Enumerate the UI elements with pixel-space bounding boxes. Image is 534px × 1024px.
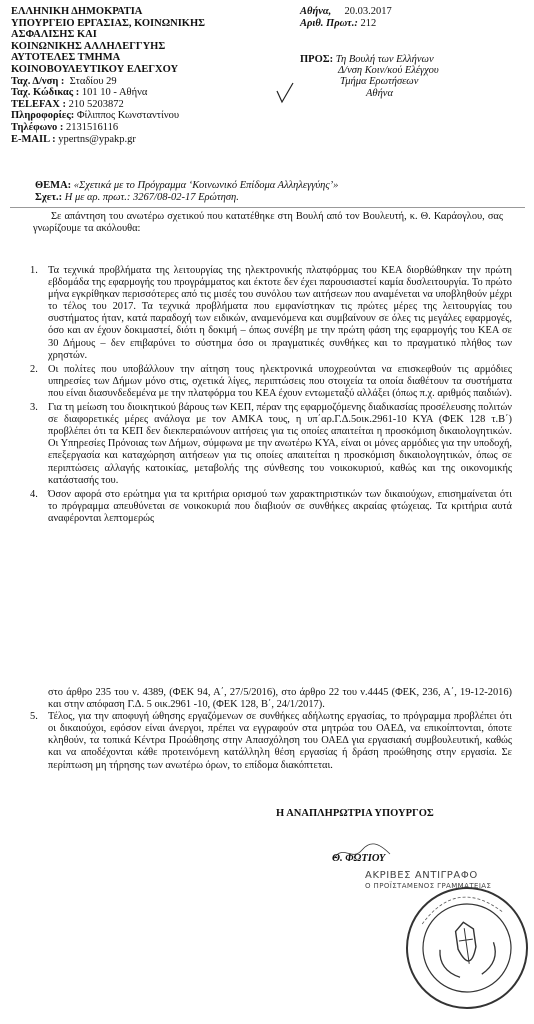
continuation-text: στο άρθρο 235 του ν. 4389, (ΦΕΚ 94, Α΄, 27/5/2016), στο άρθρο 22 του ν.4445 (ΦΕΚ, 236, Α΄, 19-12-2016) και στην απόφαση Γ.Δ. 5 οικ.2961 -10, (ΦΕΚ 128, Β΄, 24/1/2017).	[48, 687, 512, 711]
reference-label: Σχετ.:	[35, 192, 63, 203]
fax-line	[11, 99, 276, 111]
recipient-line: Τμήμα Ερωτήσεων	[340, 76, 419, 88]
info-value: Φίλιππος Κωνσταντίνου	[76, 110, 180, 122]
postcode-value: 101 10 - Αθήνα	[81, 87, 148, 99]
subject-value: «Σχετικά με το Πρόγραμμα ‘Κοινωνικό Επίδομα Αλληλεγγύης’»	[73, 180, 339, 191]
item-text: Τέλος, για την αποφυγή ώθησης εργαζόμενων σε συνθήκες αδήλωτης εργασίας, το πρόγραμμα προβλέπει ότι οι δικαιούχοι, εφόσον είναι άνεργοι, πρέπει να εγγραφούν στα μητρώα του ΟΑΕΔ, να επικοίπτονται, όποτε κληθούν, τα τοπικά Κέντρα Προώθησης στην Απασχόληση του ΟΑΕΔ για εργασιακή συμβουλευτική, καθώς και να αποδέχονται κάθε προτεινόμενη κατάλληλη θέση εργασίας ή δράση προώθησης στην εργασία. Σε περίπτωση μη τήρησης των ανωτέρω όρων, το επίδομα διακόπτεται.	[48, 711, 512, 771]
list-item	[30, 265, 512, 362]
phone-line	[11, 122, 276, 134]
recipient-line: Αθήνα	[366, 87, 393, 99]
continuation-block	[30, 687, 512, 774]
stamp-line: ΑΚΡΙΒΕΣ ΑΝΤΙΓΡΑΦΟ	[365, 870, 478, 881]
recipient-line: Δ/νση Κοιν/κού Ελέγχου	[338, 65, 439, 77]
protocol-label: Αριθ. Πρωτ.:	[300, 17, 358, 29]
email-label: E-MAIL :	[11, 133, 56, 145]
signatory-role: Η ΑΝΑΠΛΗΡΩΤΡΙΑ ΥΠΟΥΡΓΟΣ	[276, 808, 434, 819]
postcode-line	[11, 87, 276, 99]
item-text: Για τη μείωση του διοικητικού βάρους των ΚΕΠ, πέραν της εφαρμοζόμενης διαδικασίας προσέλευσης πολιτών σε διαφορετικές μέρες ανάλογα με τον ΑΜΚΑ τους, η υπ΄αρ.Γ.Δ.5οικ.2961-10 ΚΥΑ (ΦΕΚ 128 τ.Β΄) προβλέπει ότι τα ΚΕΠ δεν διεκπεραιώνουν αιτήσεις για τις οποίες απαιτείται η προσκόμιση δικαιολογητικών. Οι Υπηρεσίες Πρόνοιας των Δήμων, σύμφωνα με την ανωτέρω ΚΥΑ, είναι οι μόνες αρμόδιες για την υποδοχή, επεξεργασία και καταχώρηση αιτήσεων για τις οποίες απαιτείται η προσκόμιση δικαιολογητικών, όπως σε περιπτώσεις αλλαγής κατοικίας, μεταβολής της σύνθεσης του νοικοκυριού, καθώς και της οικονομικής κατάστασής του.	[48, 402, 512, 486]
phone-label: Τηλέφωνο :	[11, 121, 64, 133]
subject-line	[35, 180, 338, 192]
place-label: Αθήνα,	[300, 6, 332, 17]
intro-paragraph: Σε απάντηση του ανωτέρω σχετικού που κατατέθηκε στη Βουλή από τον Βουλευτή, κ. Θ. Καράογλου, σας γνωρίζουμε τα ακόλουθα:	[33, 211, 503, 235]
address-value: Σταδίου 29	[69, 75, 117, 87]
numbered-list	[30, 265, 512, 527]
item-number: 4.	[30, 488, 38, 500]
address-label: Ταχ. Δ/νση :	[11, 75, 65, 87]
official-seal	[400, 878, 534, 1018]
header-line: ΕΛΛΗΝΙΚΗ ΔΗΜΟΚΡΑΤΙΑ	[11, 6, 143, 17]
sender-header	[11, 6, 276, 145]
checkmark-icon	[276, 82, 294, 104]
email-value: ypertns@ypakp.gr	[58, 133, 136, 145]
info-label: Πληροφορίες:	[11, 110, 75, 122]
header-line: ΑΥΤΟΤΕΛΕΣ ΤΜΗΜΑ	[11, 52, 121, 64]
header-line: ΑΣΦΑΛΙΣΗΣ ΚΑΙ	[11, 29, 97, 41]
list-item	[30, 402, 512, 487]
fax-label: TELEFAX :	[11, 98, 66, 110]
recipient-label: ΠΡΟΣ:	[300, 54, 334, 65]
date-line	[300, 6, 392, 18]
postcode-label: Ταχ. Κώδικας :	[11, 87, 80, 99]
subject-block	[35, 180, 338, 204]
item-text: Όσον αφορά στο ερώτημα για τα κριτήρια ορισμού των χαρακτηριστικών των δικαιούχων, επισημαίνεται ότι το πρόγραμμα απευθύνεται σε νοικοκυριά που διαβιούν σε συνθήκες ακραίας φτώχειας. Τα κριτήρια αυτά αναφέρονται λεπτομερώς	[48, 488, 512, 524]
info-line	[11, 110, 276, 122]
protocol-line	[300, 18, 392, 30]
fax-value: 210 5203872	[68, 98, 124, 110]
phone-value: 2131516116	[65, 121, 119, 133]
stamp-line: Ο ΠΡΟΪΣΤΑΜΕΝΟΣ ΓΡΑΜΜΑΤΕΙΑΣ	[365, 882, 492, 890]
list-item	[30, 364, 512, 400]
header-line: ΚΟΙΝΩΝΙΚΗΣ ΑΛΛΗΛΕΓΓΥΗΣ	[11, 40, 166, 52]
header-line: ΚΟΙΝΟΒΟΥΛΕΥΤΙΚΟΥ ΕΛΕΓΧΟΥ	[11, 63, 179, 75]
reference-value: Η με αρ. πρωτ.: 3267/08-02-17 Ερώτηση.	[64, 192, 239, 203]
subject-label: ΘΕΜΑ:	[35, 180, 72, 191]
list-item	[30, 489, 512, 525]
item-text: Οι πολίτες που υποβάλλουν την αίτηση τους ηλεκτρονικά υποχρεούνται να επισκεφθούν τις αρμόδιες υπηρεσίες των Δήμων μόνο στις, σχετικά λίγες, περιπτώσεις που στοιχεία τα οποία διαθέτουν τα συστήματα που είναι διασυνδεδεμένα με την πλατφόρμα του ΚΕΑ έχουν εντωμεταξύ αλλάξει (όπως π.χ. αριθμός παιδιών).	[48, 363, 512, 399]
reference-line	[35, 192, 338, 204]
recipient-line	[300, 54, 439, 65]
header-line: ΥΠΟΥΡΓΕΙΟ ΕΡΓΑΣΙΑΣ, ΚΟΙΝΩΝΙΚΗΣ	[11, 17, 205, 29]
item-number: 1.	[30, 265, 38, 276]
date-value: 20.03.2017	[344, 6, 392, 17]
recipient-value: Τη Βουλή των Ελλήνων	[335, 54, 434, 65]
divider	[10, 207, 525, 208]
address-line	[11, 76, 276, 88]
item-number: 2.	[30, 363, 38, 375]
item-number: 5.	[30, 711, 38, 723]
email-line	[11, 134, 276, 146]
item-number: 3.	[30, 402, 38, 414]
date-block	[300, 6, 392, 30]
recipient-block	[300, 54, 439, 99]
item-text: Τα τεχνικά προβλήματα της λειτουργίας της ηλεκτρονικής πλατφόρμας του ΚΕΑ διορθώθηκαν την πρώτη εβδομάδα της εφαρμογής του προγράμματος και έκτοτε δεν έχει παρουσιαστεί καμία δυσλειτουργία. Το πρώτο μήνα εγκρίθηκαν περισσότερες από τις μισές του συνόλου των αιτήσεων που αναμένεται να υποβληθούν μέχρι το τέλος του 2017. Τα τεχνικά προβλήματα που εμφανίστηκαν τις πρώτες μέρες της λειτουργίας του συστήματος ήταν, κατά παραδοχή των ειδικών, αναμενόμενα και συμβαίνουν σε όλες τις μεγάλες εφαρμογές, όσο και αν έχουν δοκιμαστεί, διότι η δοκιμή – όπως συνέβη με την πρώτη φάση της εφαρμογής του ΚΕΑ σε 30 Δήμους – δεν επιβαρύνει το σύστημα όσο οι πραγματικές συνθήκες και το πραγματικό πλήθος των χρηστών.	[48, 265, 512, 361]
signatory-name: Θ. ΦΩΤΙΟΥ	[332, 853, 386, 864]
protocol-value: 212	[360, 17, 377, 29]
list-item	[30, 711, 512, 771]
